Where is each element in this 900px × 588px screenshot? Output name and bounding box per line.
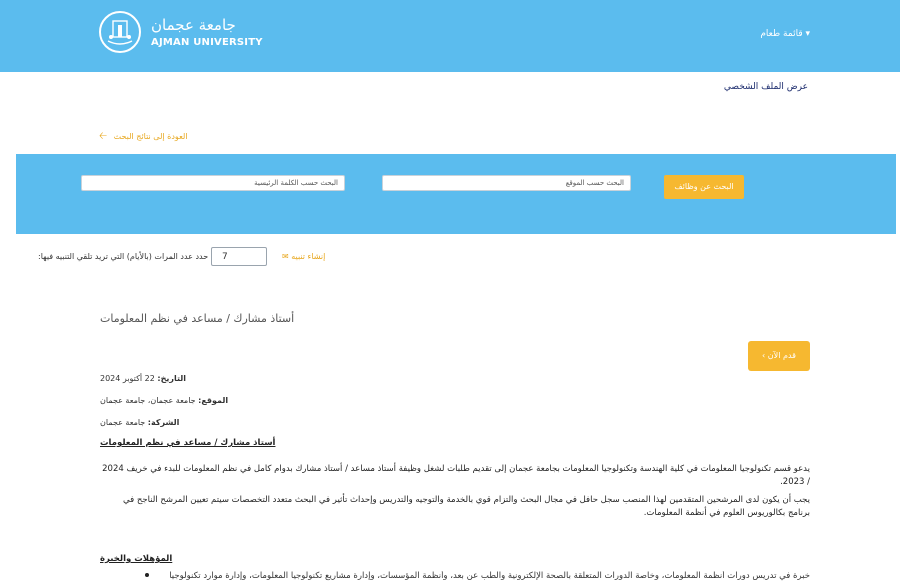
job-heading-text: أستاذ مشارك / مساعد في نظم المعلومات bbox=[100, 438, 276, 448]
back-to-results-link[interactable] bbox=[99, 129, 188, 146]
search-jobs-button[interactable]: البحث عن وظائف bbox=[664, 175, 744, 199]
alert-frequency-label: حدد عدد المرات (بالأيام) التي تريد تلقي التنبيه فيها: bbox=[38, 252, 209, 261]
location-label: الموقع: bbox=[198, 396, 229, 405]
apply-now-label: قدم الآن bbox=[767, 351, 796, 360]
qualification-text: خبرة في تدريس دورات أنظمة المعلومات، وخاصة الدورات المتعلقة بالصحة الإلكترونية والطب عن بعد، وأنظمة المؤسسات، وإدارة مشاريع تكنولوجيا المعلومات، وإدارة موارد تكنولوجيا bbox=[169, 571, 810, 581]
job-heading bbox=[100, 438, 810, 448]
date-label: التاريخ: bbox=[157, 374, 186, 383]
location-value: جامعة عجمان، جامعة عجمان bbox=[100, 396, 196, 405]
top-header-bar bbox=[0, 0, 900, 72]
job-description-paragraph-1: يدعو قسم تكنولوجيا المعلومات في كلية الهندسة وتكنولوجيا المعلومات بجامعة عجمان إلى تقديم طلبات لشغل وظيفة أستاذ مساعد / أستاذ مشارك بدوام كامل في نظم المعلومات للبدء في خريف 2024 / 2023. bbox=[102, 464, 810, 487]
arrow-left-icon: 🡠 bbox=[99, 131, 108, 142]
create-alert-link[interactable] bbox=[282, 252, 325, 261]
search-band bbox=[16, 154, 896, 234]
job-date bbox=[100, 374, 186, 383]
view-profile-link[interactable]: عرض الملف الشخصي bbox=[723, 82, 808, 92]
job-location bbox=[100, 396, 228, 405]
logo-english-text: AJMAN UNIVERSITY bbox=[151, 37, 263, 48]
qualification-list-item bbox=[100, 571, 810, 581]
job-title: أستاذ مشارك / مساعد في نظم المعلومات bbox=[100, 312, 295, 325]
university-logo[interactable] bbox=[99, 11, 263, 57]
menu-dropdown[interactable]: ▾ قائمة طعام bbox=[760, 29, 810, 39]
date-value: 22 أكتوبر 2024 bbox=[100, 374, 155, 383]
logo-emblem-icon bbox=[99, 11, 141, 53]
keyword-search-input[interactable]: البحث حسب الكلمة الرئيسية bbox=[81, 175, 345, 191]
job-description-paragraph-2: يجب أن يكون لدى المرشحين المتقدمين لهذا المنصب سجل حافل في مجال البحث والتزام قوي بالخدمة والتوجيه والتدريس وإحداث تأثير في البحث متعدد التخصصات سيتم تعيين المرشح الناجح في برنامج بكالوريوس العلوم في أنظمة المعلومات. bbox=[123, 495, 810, 518]
job-alert-row bbox=[38, 247, 338, 267]
apply-now-button[interactable] bbox=[748, 341, 810, 371]
create-alert-label: إنشاء تنبيه bbox=[291, 252, 326, 261]
company-label: الشركة: bbox=[147, 418, 180, 427]
qualifications-heading bbox=[100, 554, 810, 564]
bullet-icon bbox=[145, 573, 149, 577]
alert-days-input[interactable]: 7 bbox=[211, 247, 267, 266]
company-value: جامعة عجمان bbox=[100, 418, 146, 427]
chevron-right-icon: › bbox=[762, 351, 766, 360]
job-company bbox=[100, 418, 179, 427]
logo-arabic-text: جامعة عجمان bbox=[151, 16, 236, 34]
back-to-results-label: العودة إلى نتائج البحث bbox=[113, 132, 188, 141]
qualifications-heading-text: المؤهلات والخبرة bbox=[100, 554, 173, 564]
location-search-input[interactable]: البحث حسب الموقع bbox=[382, 175, 631, 191]
envelope-icon: ✉ bbox=[282, 252, 289, 261]
